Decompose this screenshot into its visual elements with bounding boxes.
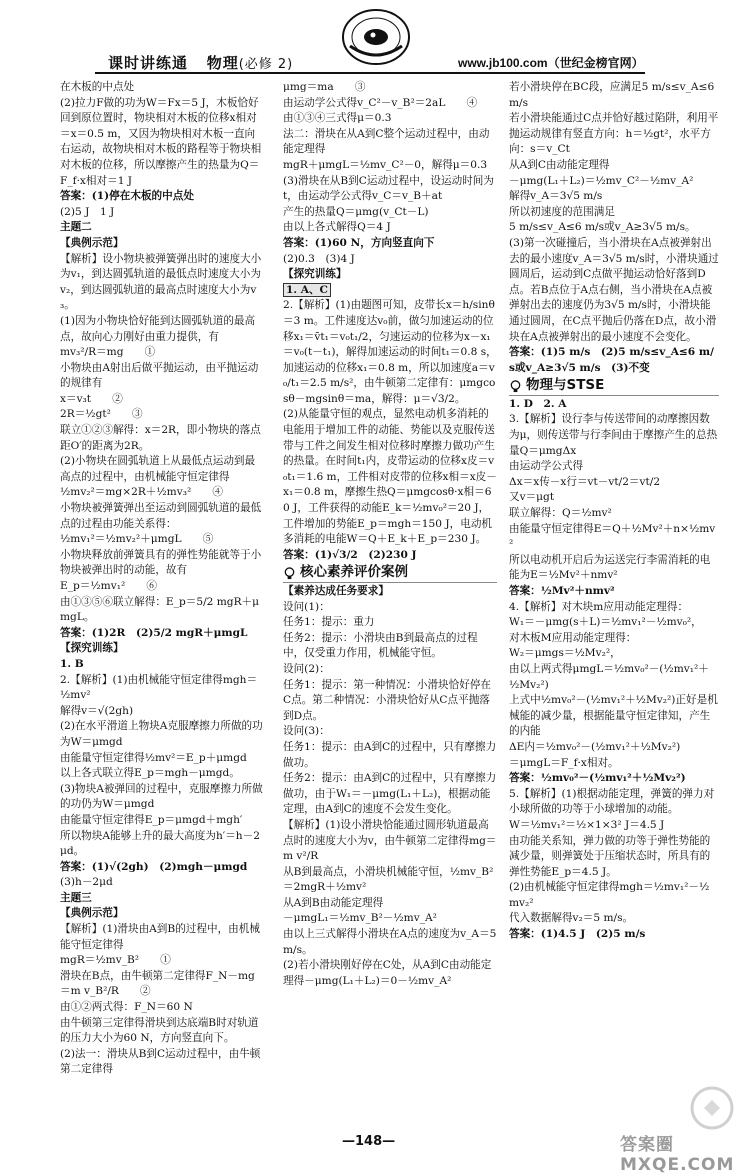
equation: μmg＝ma ③ (283, 81, 366, 93)
answer-line: 答案：(1)√3/2 (2)230 J (283, 548, 417, 561)
equation: W＝½mv₁²＝½×1×3² J＝4.5 J (509, 818, 665, 831)
text-line: 由①②两式得：F_N＝60 N (60, 1001, 193, 1014)
text-line: 任务2：提示：由A到C的过程中，只有摩擦力做功，由于W₁＝－μmg(L₁＋L₂)，根据动能定理，由A到C的速度不会发生变化。 (283, 772, 497, 816)
text-line: (1)因为小物块恰好能到达圆弧轨道的最高点，故向心力刚好由重力提供，有 (60, 314, 256, 343)
column-middle (283, 80, 497, 989)
text-line: 设问(3)： (283, 725, 330, 738)
text-line: 若小滑块停在BC段，应满足5 m/s≤v_A≤6 m/s (509, 81, 715, 109)
equation: 2R＝½gt² ③ (60, 408, 143, 421)
text-line: 小物块被弹簧弹出至运动到圆弧轨道的最低点的过程由功能关系得： (60, 502, 262, 530)
text-line: 在木板的中点处 (60, 81, 135, 93)
equation: 由能量守恒定律得½mv²＝E_p＋μmgd (60, 751, 247, 764)
equation: 滑块在B点，由牛顿第二定律得F_N－mg＝m v_B²/R ② (60, 969, 255, 998)
equation: ΔE内＝½mv₀²－(½mv₁²＋½Mv₂²) (509, 740, 681, 753)
text-line: 由功能关系知，弹力做的功等于弹性势能的减少量，则弹簧处于压缩状态时，所具有的弹性势能E_p＝4.5 J。 (509, 834, 711, 878)
equation: 5 m/s≤v_A≤6 m/s或v_A≥3√5 m/s。 (509, 221, 696, 234)
text-line: (3)第一次碰撞后，当小滑块在A点被弹射出去的最小速度v_A＝3√5 m/s时，小滑块通过圆周后，运动到C点做平抛运动恰好落到D点。若B点位于A点右侧，当小滑块在A点被弹射出去的速度仍为3√5 m/s时，小滑块能通过圆周，在C点平抛后仍落在D点，故小滑块在A点被弹射出的最小速度不会变化。 (509, 236, 719, 343)
column-left (60, 80, 265, 1078)
text-line: 由运动学公式得 (509, 460, 584, 473)
answer-choice: 1. B (60, 657, 84, 670)
text-line: 由①③④三式得μ＝0.3 (283, 112, 392, 125)
section-heading-core (283, 565, 497, 583)
text-line: 所以物块A能够上升的最大高度为h′＝h－2μd。 (60, 829, 260, 858)
text-line: 任务1：提示：重力 (283, 616, 375, 629)
text-line: 2.【解析】(1)由机械能守恒定律得mgh＝½mv² (60, 673, 258, 702)
text-line: 任务2：提示：小滑块由B到最高点的过程中，仅受重力作用，机械能守恒。 (283, 631, 478, 660)
text-line: 所以初速度的范围满足 (509, 205, 615, 218)
answer-line: 答案：(1)60 N，方向竖直向下 (283, 236, 435, 249)
text-line: 从A到C由动能定理得 (509, 158, 610, 171)
equation: mgR＝½mv_B² ① (60, 954, 171, 967)
text-line: 【解析】设小物块被弹簧弹出时的速度大小为v₁，到达圆弧轨道的最低点时速度大小为v₂，到达圆弧轨道的最高点时速度大小为v₃。 (60, 252, 262, 312)
answer-line: 答案：(1)2R (2)5/2 mgR＋μmgL (60, 626, 248, 639)
text-line: 【解析】(1)滑块由A到B的过程中，由机械能守恒定律得 (60, 923, 260, 951)
text-line: 代入数据解得v₂＝5 m/s。 (509, 912, 634, 925)
text-line: 任务1：提示：由A到C的过程中，只有摩擦力做功。 (283, 740, 497, 769)
page-number: —148— (342, 1134, 396, 1149)
topic-heading: 主题三 (60, 891, 92, 904)
text-line: (3)滑块在从B到C运动过程中，设运动时间为t，由运动学公式得v_C＝v_B＋at (283, 174, 494, 203)
answer-choice (283, 283, 497, 299)
watermark-text: 答案圈 MXQE.COM (620, 1135, 735, 1175)
text-line: (2)法一：滑块从B到C运动过程中，由牛顿第二定律得 (60, 1047, 261, 1076)
text-line: 由以上三式解得小滑块在A点的速度为v_A＝5 m/s。 (283, 928, 497, 956)
answer-line: 答案：(1)√(2gh) (2)mgh－μmgd (60, 860, 248, 873)
equation: ½mv₂²＝mg×2R＋½mv₃² ④ (60, 486, 223, 499)
equation: W₁＝－μmg(s＋L)＝½mv₁²－½mv₀²， (509, 616, 702, 629)
equation: 联立解得：Q＝½mv² (509, 507, 612, 520)
equation: mgR＋μmgL＝½mv_C²－0，解得μ＝0.3 (283, 158, 488, 171)
section-tag: 【典例示范】 (60, 907, 124, 920)
equation: x＝v₃t ② (60, 392, 123, 405)
answer-line: 答案：(1)5 m/s (2)5 m/s≤v_A≤6 m/s或v_A≥3√5 m/s (3)不变 (509, 346, 714, 374)
answer-line: 答案：½Mv²＋nmv² (509, 585, 615, 597)
equation: 由能量守恒定律得E＝Q＋½Mv²＋n×½mv² (509, 522, 716, 551)
equation: 由运动学公式得v_C²－v_B²＝2aL ④ (283, 96, 478, 109)
book-title: 课时讲练通 (108, 54, 189, 72)
text-line: 由以上各式解得Q＝4 J (283, 221, 391, 234)
section-heading-stse (509, 378, 719, 396)
text-line: 小物块释放前弹簧具有的弹性势能就等于小物块被弹出时的动能，故有 (60, 548, 262, 577)
section-tag: 【素养达成任务要求】 (283, 585, 389, 597)
equation: 由能量守恒定律得E_p＝μmgd＋mgh′ (60, 813, 243, 826)
answer-choice-box: 1. A、C (283, 283, 331, 297)
text-line: 任务1：提示：第一种情况：小滑块恰好停在C点。第二种情况：小滑块恰好从C点平抛落到D点。 (283, 678, 492, 722)
text-line: 联立①②③解得：x＝2R，即小物块的落点距O′的距离为2R。 (60, 424, 261, 452)
text-line: (3)h－2μd (60, 876, 113, 889)
answer-line: 答案：½mv₀²－(½mv₁²＋½Mv₂²) (509, 772, 686, 785)
topic-heading: 主题二 (60, 221, 92, 234)
answer-line: 答案：(1)停在木板的中点处 (60, 190, 194, 203)
text-line: 由牛顿第三定律得滑块到达底端B时对轨道的压力大小为60 N，方向竖直向下。 (60, 1016, 259, 1045)
section-tag: 【探究训练】 (60, 642, 124, 655)
text-line: (2)在水平滑道上物块A克服摩擦力所做的功为W＝μmgd (60, 720, 263, 748)
text-line: 【解析】(1)设小滑块恰能通过圆形轨道最高点时的速度大小为v，由牛顿第二定律得mg＝m v²/R (283, 818, 497, 863)
text-line: 对木板M应用动能定理得： (509, 631, 637, 644)
answer-line: 答案：(1)4.5 J (2)5 m/s (509, 928, 646, 941)
equation: 产生的热量Q＝μmg(v_Ct－L) (283, 205, 429, 218)
lightbulb-icon (509, 380, 522, 393)
page-header (0, 0, 750, 78)
text-line: 所以电动机开启后为运送完行李需消耗的电能为E＝½Mv²＋nmv² (509, 553, 711, 582)
text-line: (2)从能量守恒的观点，显然电动机多消耗的电能用于增加工件的动能、势能以及克服传送带与工件之间发生相对位移时摩擦力做功产生的热量。在时间t₁内，皮带运动的位移x皮＝v₀t₁＝1.6 m，工件相对皮带的位移x相＝x皮－x₁＝0.8 m，摩擦生热Q＝μmgcosθ·x相＝60 J，工件获得的动能E_k＝½mv₀²＝20 J，工件增加的势能E_p＝mgh＝150 J，电动机多消耗的电能W＝Q＋E_k＋E_p＝230 J。 (283, 408, 497, 546)
text-line: (2)小物块在圆弧轨道上从最低点运动到最高点的过程中，由机械能守恒定律得 (60, 455, 256, 483)
equation: 又v＝μgt (509, 491, 555, 504)
text-line: 3.【解析】设行李与传送带间的动摩擦因数为μ，则传送带与行李间由于摩擦产生的总热量Q＝μmgΔx (509, 413, 718, 457)
text-line: 2.【解析】(1)由题图可知，皮带长x＝h/sinθ＝3 m。工件速度达v₀前，做匀加速运动的位移x₁＝v̄t₁＝v₀t₁/2，匀速运动的位移为x－x₁＝v₀(t－t₁)，解得加速运动的时间t₁＝0.8 s，加速运动的位移x₁＝0.8 m，所以加速度a＝v₀/t₁＝2.5 m/s²，由牛顿第二定律有：μmgcosθ－mgsinθ＝ma，解得：μ＝√3/2。 (283, 299, 497, 405)
equation: E_p＝½mv₁² ⑥ (60, 580, 157, 592)
header-title (108, 52, 293, 73)
text-line: 小物块由A射出后做平抛运动，由平抛运动的规律有 (60, 361, 259, 390)
answer-choice: 1. D 2. A (509, 397, 567, 410)
subject: 物理 (206, 54, 239, 72)
text-line: 从B到最高点，小滑块机械能守恒，½mv_B²＝2mgR＋½mv² (283, 865, 494, 894)
text-line: －μmgL₁＝½mv_B²－½mv_A² (283, 912, 437, 925)
section-tag: 【探究训练】 (283, 268, 347, 281)
equation: 解得v_A＝3√5 m/s (509, 190, 603, 203)
text-line: 4.【解析】对木块m应用动能定理得： (509, 600, 689, 613)
text-line: 设问(1)： (283, 600, 330, 613)
text-line: 以上各式联立得E_p＝mgh－μmgd。 (60, 767, 240, 780)
section-title: 核心素养评价案例 (300, 564, 408, 581)
equation: 从A到B由动能定理得 (283, 896, 384, 909)
text-line: (2)若小滑块刚好停在C处，从A到C由动能定理得－μmg(L₁＋L₂)＝0－½mv_A² (283, 959, 492, 987)
equation: 解得v＝√(2gh) (60, 704, 134, 717)
equation: mv₃²/R＝mg ① (60, 346, 156, 359)
text-line: (2)拉力F做的功为W＝Fx＝5 J，木板恰好回到原位置时，物块相对木板的位移x相对＝x＝0.5 m，又因为物块相对木板一直向右运动，故物块相对木板的路程等于物块相对木板的位移，所以摩擦产生的热量为Q＝F_f·x相对＝1 J (60, 96, 262, 187)
equation: 由以上两式得μmgL＝½mv₀²－(½mv₁²＋½Mv₂²) (509, 662, 709, 691)
edition: (必修 2) (238, 57, 294, 72)
section-tag: 【典例示范】 (60, 236, 124, 249)
text-line: 由①③⑤⑥联立解得：E_p＝5/2 mgR＋μmgL。 (60, 595, 260, 624)
equation: ＝μmgL＝F_f·x相对。 (509, 756, 619, 769)
text-line: (3)物块A被弹回的过程中，克服摩擦力所做的功仍为W＝μmgd (60, 782, 263, 811)
section-title: 物理与STSE (526, 377, 605, 394)
equation: －μmg(L₁＋L₂)＝½mv_C²－½mv_A² (509, 174, 694, 187)
column-right (509, 80, 719, 943)
header-site-url: www.jb100.com（世纪金榜官网） (458, 56, 644, 70)
text-line: 上式中½mv₀²－(½mv₁²＋½Mv₂²)正好是机械能的减少量，根据能量守恒定律知，产生的内能 (509, 694, 718, 738)
text-line: 若小滑块能通过C点并恰好越过陷阱，利用平抛运动规律有竖直方向：h＝½gt²，水平方向：s＝v_Ct (509, 112, 719, 156)
text-line: 法二：滑块在从A到C整个运动过程中，由动能定理得 (283, 127, 490, 156)
lightbulb-icon (283, 567, 296, 580)
text-line: (2)5 J 1 J (60, 205, 115, 218)
text-line: 设问(2)： (283, 662, 330, 675)
publisher-logo (340, 6, 412, 68)
header-divider (95, 72, 645, 74)
equation: Δx＝x传－x行＝vt－vt/2＝vt/2 (509, 475, 661, 488)
text-line: 5.【解析】(1)根据动能定理，弹簧的弹力对小球所做的功等于小球增加的动能。 (509, 787, 715, 816)
text-line: (2)0.3 (3)4 J (283, 252, 355, 265)
equation: W₂＝μmgs＝½Mv₂²， (509, 647, 621, 660)
equation: ½mv₁²＝½mv₂²＋μmgL ⑤ (60, 533, 214, 546)
equation: (2)由机械能守恒定律得mgh＝½mv₁²－½mv₂² (509, 881, 710, 909)
